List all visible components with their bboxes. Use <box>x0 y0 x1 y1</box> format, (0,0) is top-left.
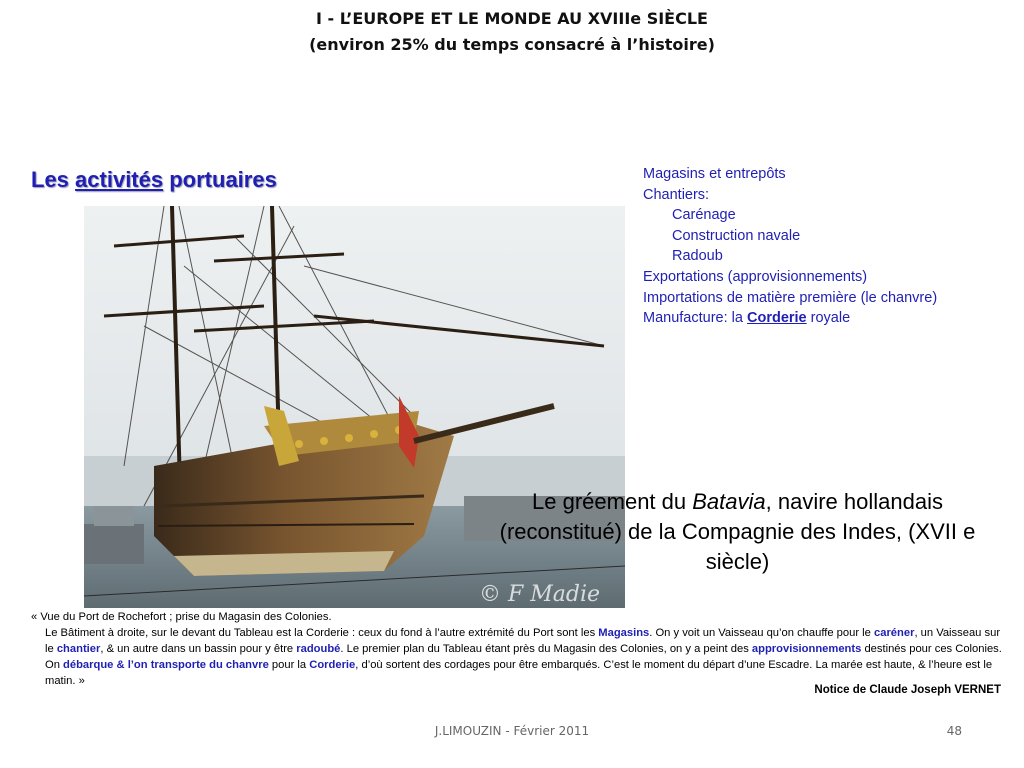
list-subitem: Construction navale <box>672 227 801 244</box>
section-heading <box>31 167 277 193</box>
image-caption: Le gréement du Batavia, navire hollandais (reconstitué) de la Compagnie des Indes, (XVII e siècle) <box>499 489 976 574</box>
list-item: Importations de matière première (le chanvre) <box>643 289 938 306</box>
keyword: caréner <box>874 627 915 639</box>
slide-title <box>0 6 1024 58</box>
quote-attribution: Notice de Claude Joseph VERNET <box>814 684 1001 696</box>
heading-les: Les <box>31 167 69 192</box>
quote-intro: « Vue du Port de Rochefort ; prise du Magasin des Colonies. <box>31 611 332 623</box>
caption-ship-name: Batavia <box>692 489 766 514</box>
list-item: Exportations (approvisionnements) <box>643 268 868 285</box>
list-item: Magasins et entrepôts <box>643 166 786 182</box>
list-subitem: Radoub <box>672 248 723 265</box>
quote-body: Le Bâtiment à droite, sur le devant du Tableau est la Corderie : ceux du fond à l’autre extrémité du Port sont les Magasins. On y voit un Vaisseau qu’on chauffe pour le caréner, un Vaisseau sur le chantier, & un autre dans un bassin pour y être radoubé. Le premier plan du Tableau étant près du Magasin des Colonies, on y a peint des approvisionnements destinés pour ces Colonies. On débarque & l’on transporte du chanvre pour la Corderie, d’où sortent des cordages pour être embarqués. C’est le moment du départ d’une Escadre. La marée est haute, & l’heure est le matin. » <box>45 627 1002 687</box>
page-number: 48 <box>946 724 962 738</box>
heading-activites-link[interactable]: activités <box>75 167 164 192</box>
list-item: Chantiers: <box>643 186 710 203</box>
keyword: Corderie <box>309 659 356 671</box>
heading-portuaires: portuaires <box>169 167 277 192</box>
list-subitem: Carénage <box>672 207 736 224</box>
keyword: Magasins <box>598 627 650 639</box>
footer-author: J.LIMOUZIN - Février 2011 <box>434 724 590 738</box>
image-watermark: © F Madie <box>479 582 601 607</box>
keyword: chantier <box>56 643 101 655</box>
keyword: débarque & l’on transporte du chanvre <box>63 659 269 671</box>
vernet-quote <box>31 609 1003 689</box>
corderie-link[interactable]: Corderie <box>746 310 807 327</box>
keyword: radoubé <box>296 643 341 655</box>
activities-list <box>643 164 937 329</box>
list-item-prefix: Manufacture: la <box>643 310 743 327</box>
list-item <box>643 308 937 329</box>
list-item-suffix: royale <box>810 310 851 327</box>
title-line-2: (environ 25% du temps consacré à l’histoire) <box>309 35 715 54</box>
keyword: approvisionnements <box>751 643 862 655</box>
title-line-1: I - L’EUROPE ET LE MONDE AU XVIIIe SIÈCLE <box>316 9 708 28</box>
